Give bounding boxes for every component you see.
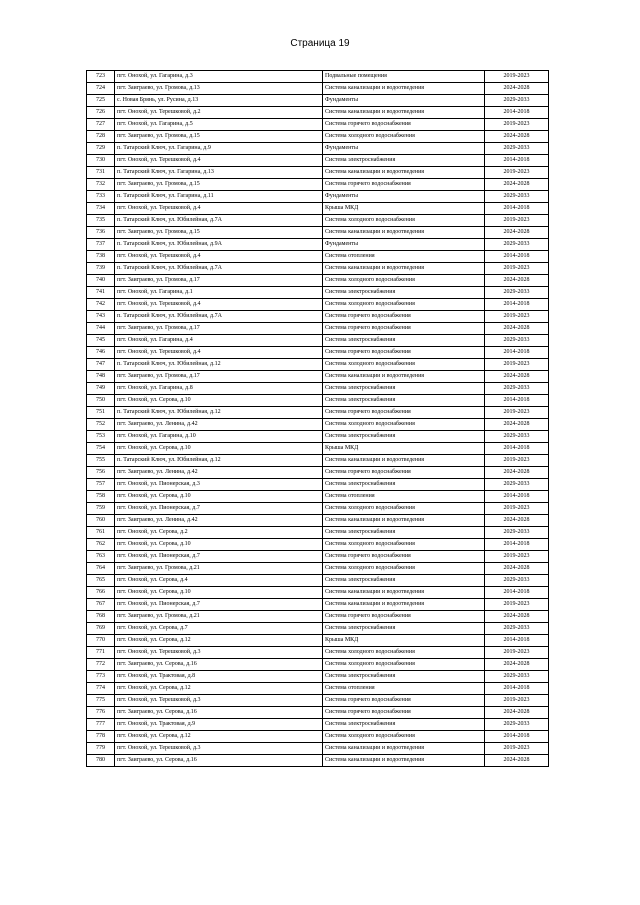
- address-cell: пгт. Заиграево, ул. Громова, д.17: [115, 323, 323, 335]
- row-number: 756: [87, 467, 115, 479]
- period-cell: 2014-2018: [485, 347, 549, 359]
- row-number: 754: [87, 443, 115, 455]
- table-row: [87, 755, 549, 767]
- row-number: 769: [87, 623, 115, 635]
- row-number: 738: [87, 251, 115, 263]
- address-cell: пгт. Заиграево, ул. Громова, д.21: [115, 611, 323, 623]
- row-number: 728: [87, 131, 115, 143]
- row-number: 727: [87, 119, 115, 131]
- period-cell: 2024-2028: [485, 707, 549, 719]
- table-row: [87, 203, 549, 215]
- row-number: 739: [87, 263, 115, 275]
- row-number: 753: [87, 431, 115, 443]
- address-cell: пгт. Онохой, ул. Гагарина, д.1: [115, 287, 323, 299]
- period-cell: 2024-2028: [485, 611, 549, 623]
- work-type-cell: Система электроснабжения: [323, 671, 485, 683]
- address-cell: пгт. Онохой, ул. Терешковой, д.3: [115, 743, 323, 755]
- row-number: 725: [87, 95, 115, 107]
- table-row: [87, 635, 549, 647]
- row-number: 751: [87, 407, 115, 419]
- period-cell: 2029-2033: [485, 239, 549, 251]
- address-cell: пгт. Онохой, ул. Пионерская, д.7: [115, 503, 323, 515]
- work-type-cell: Система холодного водоснабжения: [323, 647, 485, 659]
- row-number: 724: [87, 83, 115, 95]
- period-cell: 2029-2033: [485, 527, 549, 539]
- work-type-cell: Система холодного водоснабжения: [323, 659, 485, 671]
- address-cell: пгт. Заиграево, ул. Громова, д.15: [115, 227, 323, 239]
- row-number: 775: [87, 695, 115, 707]
- period-cell: 2029-2033: [485, 575, 549, 587]
- work-type-cell: Система канализации и водоотведения: [323, 587, 485, 599]
- address-cell: п. Татарский Ключ, ул. Юбилейная, д.12: [115, 359, 323, 371]
- work-type-cell: Система электроснабжения: [323, 575, 485, 587]
- table-row: [87, 95, 549, 107]
- address-cell: пгт. Заиграево, ул. Ленина, д.42: [115, 467, 323, 479]
- work-type-cell: Система холодного водоснабжения: [323, 359, 485, 371]
- work-type-cell: Система канализации и водоотведения: [323, 599, 485, 611]
- table-row: [87, 155, 549, 167]
- table-row: [87, 707, 549, 719]
- row-number: 742: [87, 299, 115, 311]
- period-cell: 2029-2033: [485, 95, 549, 107]
- table-row: [87, 743, 549, 755]
- row-number: 737: [87, 239, 115, 251]
- work-type-cell: Система холодного водоснабжения: [323, 539, 485, 551]
- period-cell: 2024-2028: [485, 179, 549, 191]
- period-cell: 2019-2023: [485, 119, 549, 131]
- address-cell: пгт. Онохой, ул. Терешковой, д.4: [115, 155, 323, 167]
- row-number: 758: [87, 491, 115, 503]
- period-cell: 2019-2023: [485, 71, 549, 83]
- address-cell: п. Татарский Ключ, ул. Юбилейная, д.7А: [115, 263, 323, 275]
- address-cell: пгт. Онохой, ул. Серова, д.7: [115, 623, 323, 635]
- period-cell: 2019-2023: [485, 215, 549, 227]
- row-number: 776: [87, 707, 115, 719]
- address-cell: п. Татарский Ключ, ул. Юбилейная, д.9А: [115, 239, 323, 251]
- work-type-cell: Система горячего водоснабжения: [323, 407, 485, 419]
- work-type-cell: Система канализации и водоотведения: [323, 263, 485, 275]
- period-cell: 2029-2033: [485, 431, 549, 443]
- row-number: 765: [87, 575, 115, 587]
- work-type-cell: Система холодного водоснабжения: [323, 275, 485, 287]
- work-type-cell: Система канализации и водоотведения: [323, 455, 485, 467]
- table-row: [87, 299, 549, 311]
- address-cell: пгт. Онохой, ул. Пионерская, д.3: [115, 479, 323, 491]
- address-cell: п. Татарский Ключ, ул. Юбилейная, д.7А: [115, 215, 323, 227]
- address-cell: пгт. Онохой, ул. Серова, д.12: [115, 683, 323, 695]
- table-row: [87, 119, 549, 131]
- period-cell: 2019-2023: [485, 359, 549, 371]
- address-cell: пгт. Онохой, ул. Трактовая, д.9: [115, 719, 323, 731]
- row-number: 764: [87, 563, 115, 575]
- work-type-cell: Подвальные помещения: [323, 71, 485, 83]
- period-cell: 2019-2023: [485, 263, 549, 275]
- period-cell: 2014-2018: [485, 299, 549, 311]
- work-type-cell: Система холодного водоснабжения: [323, 215, 485, 227]
- address-cell: пгт. Заиграево, ул. Громова, д.17: [115, 275, 323, 287]
- page-header: Страница 19: [290, 38, 350, 49]
- work-type-cell: Система горячего водоснабжения: [323, 323, 485, 335]
- address-cell: пгт. Онохой, ул. Пионерская, д.7: [115, 599, 323, 611]
- work-type-cell: Система канализации и водоотведения: [323, 743, 485, 755]
- period-cell: 2014-2018: [485, 107, 549, 119]
- table-row: [87, 143, 549, 155]
- row-number: 778: [87, 731, 115, 743]
- work-type-cell: Фундаменты: [323, 95, 485, 107]
- period-cell: 2029-2033: [485, 335, 549, 347]
- table-row: [87, 263, 549, 275]
- table-row: [87, 383, 549, 395]
- row-number: 755: [87, 455, 115, 467]
- address-cell: пгт. Онохой, ул. Гагарина, д.8: [115, 383, 323, 395]
- table-row: [87, 683, 549, 695]
- address-cell: пгт. Онохой, ул. Терешковой, д.4: [115, 203, 323, 215]
- address-cell: пгт. Заиграево, ул. Серова, д.16: [115, 659, 323, 671]
- table-row: [87, 71, 549, 83]
- row-number: 759: [87, 503, 115, 515]
- work-type-cell: Система электроснабжения: [323, 335, 485, 347]
- period-cell: 2024-2028: [485, 467, 549, 479]
- work-type-cell: Фундаменты: [323, 143, 485, 155]
- register-table: [86, 70, 549, 767]
- table-row: [87, 191, 549, 203]
- work-type-cell: Система канализации и водоотведения: [323, 107, 485, 119]
- work-type-cell: Система электроснабжения: [323, 287, 485, 299]
- work-type-cell: Система канализации и водоотведения: [323, 371, 485, 383]
- work-type-cell: Система холодного водоснабжения: [323, 503, 485, 515]
- period-cell: 2019-2023: [485, 455, 549, 467]
- period-cell: 2019-2023: [485, 647, 549, 659]
- address-cell: пгт. Заиграево, ул. Серова, д.16: [115, 707, 323, 719]
- table-row: [87, 359, 549, 371]
- period-cell: 2024-2028: [485, 755, 549, 767]
- period-cell: 2029-2033: [485, 719, 549, 731]
- period-cell: 2014-2018: [485, 203, 549, 215]
- table-row: [87, 371, 549, 383]
- row-number: 744: [87, 323, 115, 335]
- period-cell: 2029-2033: [485, 623, 549, 635]
- period-cell: 2014-2018: [485, 155, 549, 167]
- row-number: 750: [87, 395, 115, 407]
- table-row: [87, 659, 549, 671]
- work-type-cell: Система горячего водоснабжения: [323, 551, 485, 563]
- period-cell: 2014-2018: [485, 539, 549, 551]
- row-number: 730: [87, 155, 115, 167]
- row-number: 772: [87, 659, 115, 671]
- table-row: [87, 587, 549, 599]
- table-row: [87, 407, 549, 419]
- period-cell: 2024-2028: [485, 563, 549, 575]
- table-row: [87, 179, 549, 191]
- address-cell: пгт. Онохой, ул. Терешковой, д.3: [115, 647, 323, 659]
- address-cell: с. Новая Брянь, ул. Русина, д.13: [115, 95, 323, 107]
- row-number: 736: [87, 227, 115, 239]
- table-row: [87, 395, 549, 407]
- work-type-cell: Система электроснабжения: [323, 383, 485, 395]
- table-row: [87, 575, 549, 587]
- period-cell: 2024-2028: [485, 323, 549, 335]
- period-cell: 2014-2018: [485, 443, 549, 455]
- address-cell: пгт. Онохой, ул. Серова, д.10: [115, 395, 323, 407]
- work-type-cell: Система электроснабжения: [323, 479, 485, 491]
- row-number: 771: [87, 647, 115, 659]
- table-row: [87, 719, 549, 731]
- work-type-cell: Система электроснабжения: [323, 623, 485, 635]
- row-number: 741: [87, 287, 115, 299]
- period-cell: 2014-2018: [485, 587, 549, 599]
- row-number: 729: [87, 143, 115, 155]
- address-cell: пгт. Заиграево, ул. Громова, д.15: [115, 131, 323, 143]
- work-type-cell: Система холодного водоснабжения: [323, 299, 485, 311]
- period-cell: 2014-2018: [485, 635, 549, 647]
- row-number: 767: [87, 599, 115, 611]
- period-cell: 2014-2018: [485, 395, 549, 407]
- address-cell: пгт. Онохой, ул. Серова, д.10: [115, 491, 323, 503]
- table-row: [87, 527, 549, 539]
- period-cell: 2014-2018: [485, 251, 549, 263]
- row-number: 768: [87, 611, 115, 623]
- address-cell: пгт. Онохой, ул. Терешковой, д.4: [115, 251, 323, 263]
- work-type-cell: Система горячего водоснабжения: [323, 467, 485, 479]
- period-cell: 2024-2028: [485, 419, 549, 431]
- row-number: 745: [87, 335, 115, 347]
- row-number: 731: [87, 167, 115, 179]
- work-type-cell: Система холодного водоснабжения: [323, 419, 485, 431]
- table-row: [87, 287, 549, 299]
- period-cell: 2019-2023: [485, 167, 549, 179]
- period-cell: 2024-2028: [485, 83, 549, 95]
- table-row: [87, 83, 549, 95]
- work-type-cell: Система электроснабжения: [323, 155, 485, 167]
- period-cell: 2014-2018: [485, 491, 549, 503]
- period-cell: 2029-2033: [485, 191, 549, 203]
- row-number: 732: [87, 179, 115, 191]
- table-row: [87, 251, 549, 263]
- period-cell: 2029-2033: [485, 287, 549, 299]
- row-number: 752: [87, 419, 115, 431]
- period-cell: 2024-2028: [485, 515, 549, 527]
- table-row: [87, 539, 549, 551]
- work-type-cell: Система отопления: [323, 251, 485, 263]
- table-row: [87, 227, 549, 239]
- period-cell: 2029-2033: [485, 671, 549, 683]
- work-type-cell: Система горячего водоснабжения: [323, 707, 485, 719]
- row-number: 770: [87, 635, 115, 647]
- table-row: [87, 623, 549, 635]
- address-cell: пгт. Онохой, ул. Серова, д.10: [115, 443, 323, 455]
- table-row: [87, 599, 549, 611]
- work-type-cell: Крыша МКД: [323, 203, 485, 215]
- address-cell: пгт. Онохой, ул. Гагарина, д.5: [115, 119, 323, 131]
- work-type-cell: Система канализации и водоотведения: [323, 755, 485, 767]
- period-cell: 2019-2023: [485, 695, 549, 707]
- row-number: 761: [87, 527, 115, 539]
- table-row: [87, 275, 549, 287]
- work-type-cell: Система электроснабжения: [323, 527, 485, 539]
- work-type-cell: Фундаменты: [323, 191, 485, 203]
- row-number: 762: [87, 539, 115, 551]
- address-cell: пгт. Онохой, ул. Серова, д.10: [115, 587, 323, 599]
- table-row: [87, 515, 549, 527]
- row-number: 733: [87, 191, 115, 203]
- address-cell: пгт. Заиграево, ул. Серова, д.16: [115, 755, 323, 767]
- table-row: [87, 419, 549, 431]
- work-type-cell: Система электроснабжения: [323, 395, 485, 407]
- table-row: [87, 479, 549, 491]
- address-cell: пгт. Онохой, ул. Серова, д.2: [115, 527, 323, 539]
- work-type-cell: Система горячего водоснабжения: [323, 347, 485, 359]
- work-type-cell: Система электроснабжения: [323, 431, 485, 443]
- work-type-cell: Система холодного водоснабжения: [323, 563, 485, 575]
- row-number: 777: [87, 719, 115, 731]
- period-cell: 2029-2033: [485, 143, 549, 155]
- table-row: [87, 323, 549, 335]
- table-row: [87, 347, 549, 359]
- work-type-cell: Система горячего водоснабжения: [323, 695, 485, 707]
- row-number: 740: [87, 275, 115, 287]
- address-cell: пгт. Онохой, ул. Трактовая, д.8: [115, 671, 323, 683]
- period-cell: 2024-2028: [485, 371, 549, 383]
- period-cell: 2029-2033: [485, 479, 549, 491]
- address-cell: пгт. Онохой, ул. Гагарина, д.3: [115, 71, 323, 83]
- period-cell: 2024-2028: [485, 659, 549, 671]
- address-cell: пгт. Онохой, ул. Терешковой, д.3: [115, 695, 323, 707]
- address-cell: пгт. Онохой, ул. Терешковой, д.2: [115, 107, 323, 119]
- address-cell: пгт. Заиграево, ул. Громова, д.17: [115, 371, 323, 383]
- period-cell: 2024-2028: [485, 227, 549, 239]
- period-cell: 2024-2028: [485, 131, 549, 143]
- row-number: 735: [87, 215, 115, 227]
- period-cell: 2019-2023: [485, 599, 549, 611]
- work-type-cell: Фундаменты: [323, 239, 485, 251]
- table-row: [87, 695, 549, 707]
- work-type-cell: Крыша МКД: [323, 635, 485, 647]
- period-cell: 2019-2023: [485, 551, 549, 563]
- address-cell: пгт. Онохой, ул. Серова, д.4: [115, 575, 323, 587]
- period-cell: 2019-2023: [485, 311, 549, 323]
- address-cell: п. Татарский Ключ, ул. Гагарина, д.13: [115, 167, 323, 179]
- address-cell: п. Татарский Ключ, ул. Юбилейная, д.7А: [115, 311, 323, 323]
- address-cell: пгт. Онохой, ул. Серова, д.12: [115, 635, 323, 647]
- row-number: 757: [87, 479, 115, 491]
- table-row: [87, 335, 549, 347]
- period-cell: 2024-2028: [485, 275, 549, 287]
- register-body: [87, 71, 549, 767]
- table-row: [87, 491, 549, 503]
- work-type-cell: Система горячего водоснабжения: [323, 311, 485, 323]
- address-cell: пгт. Заиграево, ул. Ленина, д.42: [115, 419, 323, 431]
- work-type-cell: Система горячего водоснабжения: [323, 611, 485, 623]
- row-number: 747: [87, 359, 115, 371]
- address-cell: п. Татарский Ключ, ул. Гагарина, д.11: [115, 191, 323, 203]
- table-row: [87, 551, 549, 563]
- row-number: 743: [87, 311, 115, 323]
- table-row: [87, 455, 549, 467]
- work-type-cell: Крыша МКД: [323, 443, 485, 455]
- period-cell: 2019-2023: [485, 743, 549, 755]
- row-number: 726: [87, 107, 115, 119]
- work-type-cell: Система канализации и водоотведения: [323, 167, 485, 179]
- row-number: 748: [87, 371, 115, 383]
- work-type-cell: Система канализации и водоотведения: [323, 83, 485, 95]
- row-number: 774: [87, 683, 115, 695]
- row-number: 749: [87, 383, 115, 395]
- row-number: 780: [87, 755, 115, 767]
- address-cell: пгт. Онохой, ул. Терешковой, д.4: [115, 299, 323, 311]
- period-cell: 2014-2018: [485, 731, 549, 743]
- table-row: [87, 107, 549, 119]
- table-row: [87, 443, 549, 455]
- table-row: [87, 311, 549, 323]
- address-cell: пгт. Заиграево, ул. Громова, д.15: [115, 179, 323, 191]
- row-number: 746: [87, 347, 115, 359]
- table-row: [87, 215, 549, 227]
- work-type-cell: Система горячего водоснабжения: [323, 119, 485, 131]
- work-type-cell: Система отопления: [323, 491, 485, 503]
- row-number: 723: [87, 71, 115, 83]
- row-number: 773: [87, 671, 115, 683]
- period-cell: 2019-2023: [485, 503, 549, 515]
- table-row: [87, 731, 549, 743]
- work-type-cell: Система отопления: [323, 683, 485, 695]
- row-number: 766: [87, 587, 115, 599]
- address-cell: пгт. Онохой, ул. Гагарина, д.4: [115, 335, 323, 347]
- address-cell: пгт. Заиграево, ул. Громова, д.13: [115, 83, 323, 95]
- table-row: [87, 467, 549, 479]
- table-row: [87, 671, 549, 683]
- address-cell: п. Татарский Ключ, ул. Юбилейная, д.12: [115, 455, 323, 467]
- work-type-cell: Система холодного водоснабжения: [323, 131, 485, 143]
- address-cell: п. Татарский Ключ, ул. Юбилейная, д.12: [115, 407, 323, 419]
- table-row: [87, 647, 549, 659]
- table-row: [87, 239, 549, 251]
- work-type-cell: Система канализации и водоотведения: [323, 515, 485, 527]
- address-cell: пгт. Онохой, ул. Серова, д.10: [115, 539, 323, 551]
- address-cell: пгт. Заиграево, ул. Ленина, д.42: [115, 515, 323, 527]
- work-type-cell: Система горячего водоснабжения: [323, 179, 485, 191]
- address-cell: пгт. Онохой, ул. Терешковой, д.4: [115, 347, 323, 359]
- address-cell: пгт. Онохой, ул. Пионерская, д.7: [115, 551, 323, 563]
- period-cell: 2029-2033: [485, 383, 549, 395]
- address-cell: п. Татарский Ключ, ул. Гагарина, д.9: [115, 143, 323, 155]
- row-number: 763: [87, 551, 115, 563]
- row-number: 734: [87, 203, 115, 215]
- table-row: [87, 563, 549, 575]
- period-cell: 2014-2018: [485, 683, 549, 695]
- table-row: [87, 611, 549, 623]
- row-number: 779: [87, 743, 115, 755]
- table-row: [87, 131, 549, 143]
- work-type-cell: Система электроснабжения: [323, 719, 485, 731]
- work-type-cell: Система холодного водоснабжения: [323, 731, 485, 743]
- address-cell: пгт. Онохой, ул. Гагарина, д.10: [115, 431, 323, 443]
- address-cell: пгт. Заиграево, ул. Громова, д.21: [115, 563, 323, 575]
- table-row: [87, 167, 549, 179]
- table-row: [87, 503, 549, 515]
- row-number: 760: [87, 515, 115, 527]
- period-cell: 2019-2023: [485, 407, 549, 419]
- work-type-cell: Система канализации и водоотведения: [323, 227, 485, 239]
- table-row: [87, 431, 549, 443]
- address-cell: пгт. Онохой, ул. Серова, д.12: [115, 731, 323, 743]
